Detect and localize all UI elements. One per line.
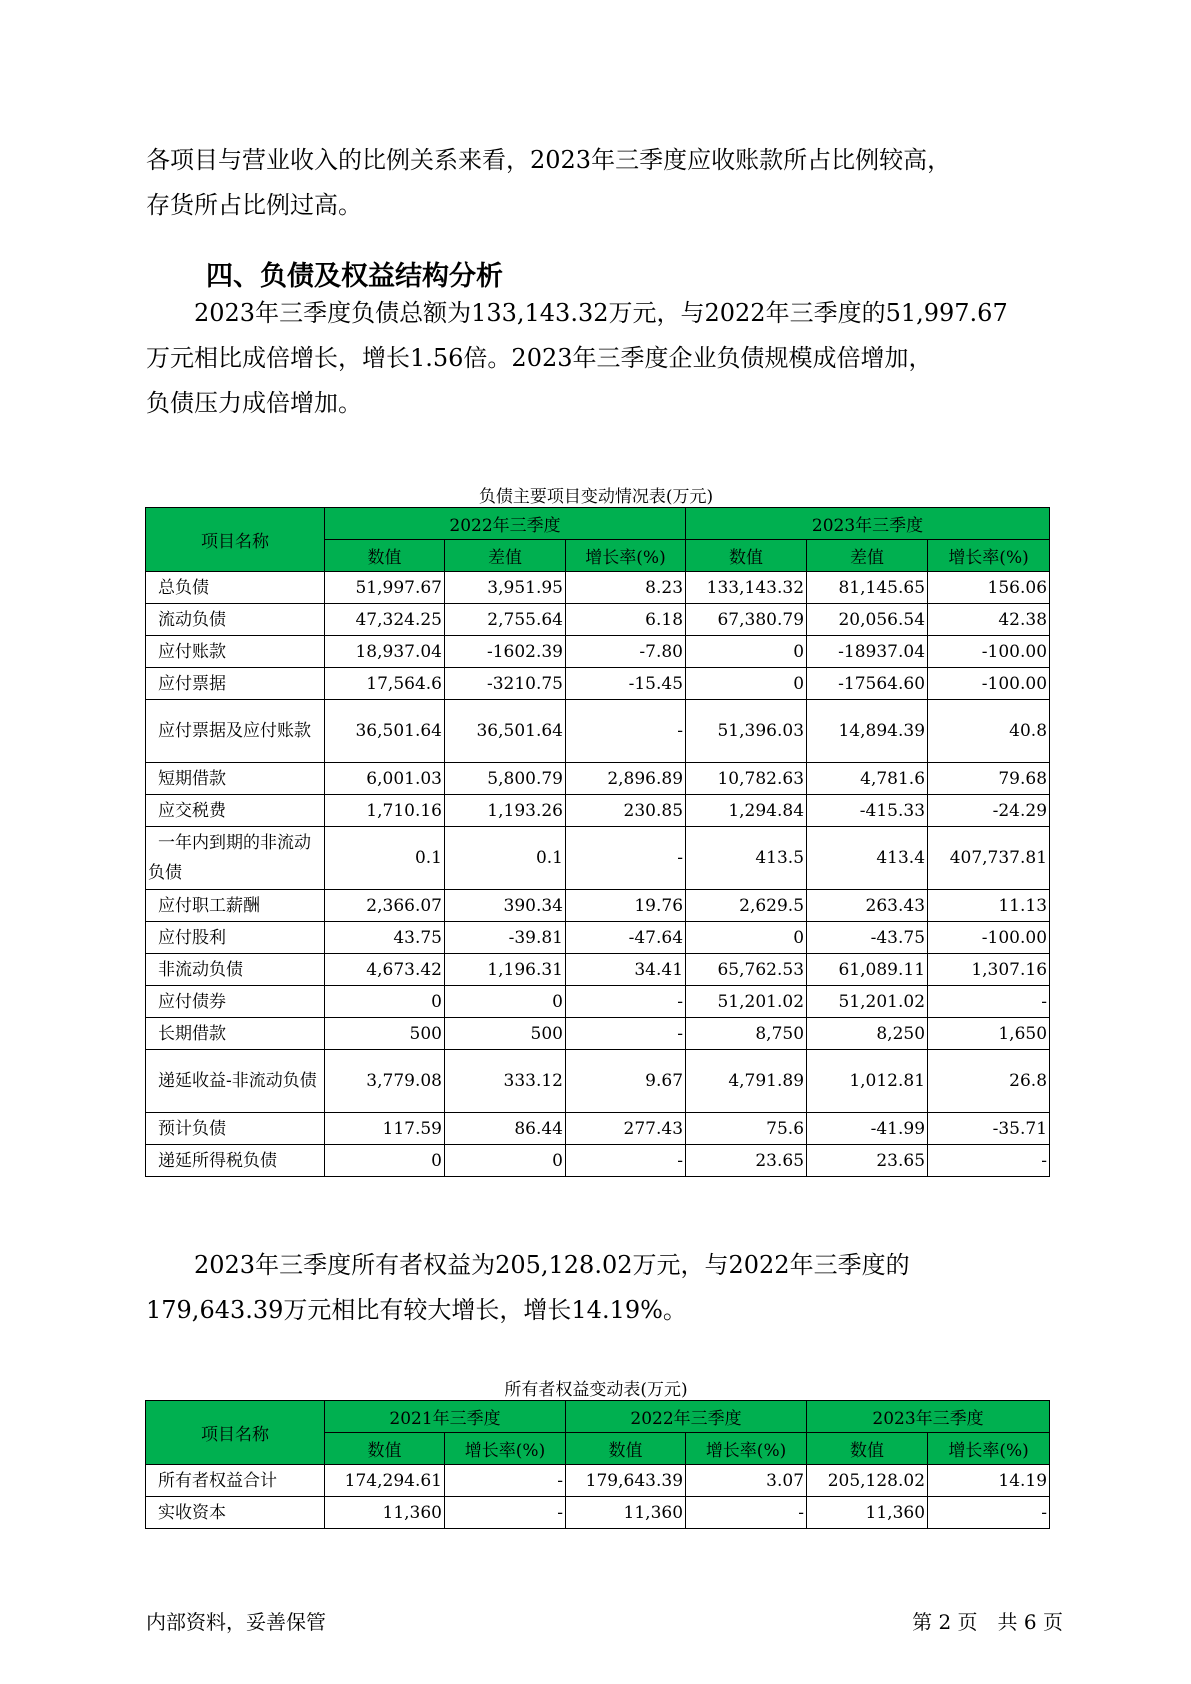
- table-cell: 14.19: [928, 1465, 1050, 1497]
- table-cell: -43.75: [807, 922, 928, 954]
- header-value: 数值: [325, 1433, 445, 1465]
- table-cell: 51,396.03: [686, 700, 807, 763]
- table-cell: 43.75: [325, 922, 445, 954]
- table-cell: -47.64: [566, 922, 686, 954]
- table-cell: -39.81: [445, 922, 566, 954]
- table-cell: 9.67: [566, 1050, 686, 1113]
- table-row: [146, 572, 1050, 604]
- table-cell: 86.44: [445, 1113, 566, 1145]
- table-cell: 81,145.65: [807, 572, 928, 604]
- header-period-2022: 2022年三季度: [325, 508, 686, 540]
- table-row: [146, 986, 1050, 1018]
- liability-line-3: 负债压力成倍增加。: [146, 389, 362, 417]
- table-cell: -: [566, 700, 686, 763]
- table-cell: 2,366.07: [325, 890, 445, 922]
- table-row: [146, 1050, 1050, 1113]
- table-cell: 75.6: [686, 1113, 807, 1145]
- table-cell: 79.68: [928, 763, 1050, 795]
- table-cell: 133,143.32: [686, 572, 807, 604]
- row-label: 所有者权益合计: [146, 1465, 325, 1497]
- header-rate: 增长率(%): [566, 540, 686, 572]
- table-cell: 1,710.16: [325, 795, 445, 827]
- table-cell: 26.8: [928, 1050, 1050, 1113]
- table-cell: 205,128.02: [807, 1465, 928, 1497]
- table-cell: 1,193.26: [445, 795, 566, 827]
- liability-summary-paragraph: [146, 291, 1081, 426]
- table-cell: -1602.39: [445, 636, 566, 668]
- table-cell: -100.00: [928, 636, 1050, 668]
- table-cell: 407,737.81: [928, 827, 1050, 890]
- table-cell: -100.00: [928, 922, 1050, 954]
- table-cell: 1,196.31: [445, 954, 566, 986]
- table-cell: 333.12: [445, 1050, 566, 1113]
- header-item-name: 项目名称: [146, 1401, 325, 1465]
- equity-table: [145, 1400, 1050, 1529]
- header-item-name: 项目名称: [146, 508, 325, 572]
- row-label: 预计负债: [146, 1113, 325, 1145]
- footer-note: 内部资料，妥善保管: [146, 1610, 326, 1634]
- table-cell: 1,650: [928, 1018, 1050, 1050]
- header-diff: 差值: [445, 540, 566, 572]
- table-cell: 11.13: [928, 890, 1050, 922]
- table-cell: -35.71: [928, 1113, 1050, 1145]
- table-cell: 1,307.16: [928, 954, 1050, 986]
- table-row: [146, 763, 1050, 795]
- table-cell: 0: [325, 1145, 445, 1177]
- header-rate: 增长率(%): [928, 1433, 1050, 1465]
- table-cell: 0: [686, 922, 807, 954]
- table-cell: 34.41: [566, 954, 686, 986]
- table-cell: 11,360: [807, 1497, 928, 1529]
- table-cell: 51,201.02: [686, 986, 807, 1018]
- table-cell: 230.85: [566, 795, 686, 827]
- table-cell: 11,360: [325, 1497, 445, 1529]
- table-cell: 0.1: [445, 827, 566, 890]
- table-cell: 0: [686, 668, 807, 700]
- table-cell: 8.23: [566, 572, 686, 604]
- table-cell: -24.29: [928, 795, 1050, 827]
- table-cell: -: [566, 1145, 686, 1177]
- equity-line-1: 2023年三季度所有者权益为205,128.02万元，与2022年三季度的: [194, 1251, 910, 1279]
- row-label: 应付职工薪酬: [146, 890, 325, 922]
- table-row: [146, 922, 1050, 954]
- table-cell: -: [928, 1497, 1050, 1529]
- row-label: 非流动负债: [146, 954, 325, 986]
- header-value: 数值: [686, 540, 807, 572]
- table-cell: -41.99: [807, 1113, 928, 1145]
- header-value: 数值: [566, 1433, 686, 1465]
- table-cell: 4,673.42: [325, 954, 445, 986]
- table-cell: -18937.04: [807, 636, 928, 668]
- table-cell: 10,782.63: [686, 763, 807, 795]
- table-cell: -: [445, 1497, 566, 1529]
- table-cell: 4,791.89: [686, 1050, 807, 1113]
- table-cell: 36,501.64: [445, 700, 566, 763]
- table-cell: 17,564.6: [325, 668, 445, 700]
- table-row: [146, 954, 1050, 986]
- table-cell: -: [686, 1497, 807, 1529]
- table-cell: 3.07: [686, 1465, 807, 1497]
- table-cell: 51,997.67: [325, 572, 445, 604]
- table-cell: -: [928, 986, 1050, 1018]
- table-cell: -415.33: [807, 795, 928, 827]
- table-row: [146, 1497, 1050, 1529]
- liability-table: [145, 507, 1050, 1177]
- table-cell: -: [928, 1145, 1050, 1177]
- table-cell: 3,779.08: [325, 1050, 445, 1113]
- header-rate: 增长率(%): [928, 540, 1050, 572]
- table-cell: 20,056.54: [807, 604, 928, 636]
- row-label: 长期借款: [146, 1018, 325, 1050]
- table-row: [146, 795, 1050, 827]
- row-label: 流动负债: [146, 604, 325, 636]
- table-cell: 4,781.6: [807, 763, 928, 795]
- header-value: 数值: [325, 540, 445, 572]
- table-cell: 1,294.84: [686, 795, 807, 827]
- row-label: 递延所得税负债: [146, 1145, 325, 1177]
- table-cell: -7.80: [566, 636, 686, 668]
- row-label: 实收资本: [146, 1497, 325, 1529]
- table-cell: 413.5: [686, 827, 807, 890]
- table-cell: 117.59: [325, 1113, 445, 1145]
- table-cell: 23.65: [686, 1145, 807, 1177]
- table-row: [146, 700, 1050, 763]
- table-row: [146, 636, 1050, 668]
- table-cell: 179,643.39: [566, 1465, 686, 1497]
- table-cell: 6,001.03: [325, 763, 445, 795]
- table-cell: 65,762.53: [686, 954, 807, 986]
- table-row: [146, 1018, 1050, 1050]
- table-cell: 0: [445, 986, 566, 1018]
- header-period-2023: 2023年三季度: [807, 1401, 1050, 1433]
- section-heading: 四、负债及权益结构分析: [206, 261, 503, 292]
- table-row: [146, 1113, 1050, 1145]
- header-value: 数值: [807, 1433, 928, 1465]
- table-cell: 19.76: [566, 890, 686, 922]
- table-row: [146, 827, 1050, 890]
- table-cell: 390.34: [445, 890, 566, 922]
- table-cell: 0.1: [325, 827, 445, 890]
- intro-line-1: 各项目与营业收入的比例关系来看，2023年三季度应收账款所占比例较高，: [146, 146, 952, 174]
- table-cell: 51,201.02: [807, 986, 928, 1018]
- table-cell: 2,629.5: [686, 890, 807, 922]
- liability-line-1: 2023年三季度负债总额为133,143.32万元，与2022年三季度的51,997.67: [194, 299, 1008, 327]
- intro-line-2: 存货所占比例过高。: [146, 191, 362, 219]
- row-label: 一年内到期的非流动负债: [146, 827, 325, 890]
- table-cell: 47,324.25: [325, 604, 445, 636]
- table-cell: 3,951.95: [445, 572, 566, 604]
- header-period-2021: 2021年三季度: [325, 1401, 566, 1433]
- intro-paragraph: [146, 138, 1081, 228]
- row-label: 应付债券: [146, 986, 325, 1018]
- table-cell: 14,894.39: [807, 700, 928, 763]
- table-cell: 0: [686, 636, 807, 668]
- table-cell: -: [566, 986, 686, 1018]
- table-cell: 36,501.64: [325, 700, 445, 763]
- table-cell: -: [566, 1018, 686, 1050]
- table-row: [146, 1465, 1050, 1497]
- table-cell: -: [445, 1465, 566, 1497]
- table-cell: 2,755.64: [445, 604, 566, 636]
- table-cell: 500: [325, 1018, 445, 1050]
- table-cell: 8,750: [686, 1018, 807, 1050]
- header-period-2022: 2022年三季度: [566, 1401, 807, 1433]
- table-cell: 18,937.04: [325, 636, 445, 668]
- row-label: 应交税费: [146, 795, 325, 827]
- table-cell: -100.00: [928, 668, 1050, 700]
- table-cell: 23.65: [807, 1145, 928, 1177]
- table-cell: 67,380.79: [686, 604, 807, 636]
- table-cell: 6.18: [566, 604, 686, 636]
- equity-summary-paragraph: [146, 1243, 1081, 1333]
- equity-table-caption: 所有者权益变动表(万元): [504, 1380, 688, 1400]
- table-cell: 1,012.81: [807, 1050, 928, 1113]
- table-cell: 0: [445, 1145, 566, 1177]
- table-cell: 156.06: [928, 572, 1050, 604]
- row-label: 递延收益-非流动负债: [146, 1050, 325, 1113]
- equity-line-2: 179,643.39万元相比有较大增长，增长14.19%。: [146, 1296, 687, 1324]
- table-cell: 413.4: [807, 827, 928, 890]
- row-label: 应付股利: [146, 922, 325, 954]
- row-label: 短期借款: [146, 763, 325, 795]
- row-label: 应付票据及应付账款: [146, 700, 325, 763]
- table-cell: 40.8: [928, 700, 1050, 763]
- row-label: 总负债: [146, 572, 325, 604]
- header-period-2023: 2023年三季度: [686, 508, 1050, 540]
- table-cell: 174,294.61: [325, 1465, 445, 1497]
- liability-line-2: 万元相比成倍增长，增长1.56倍。2023年三季度企业负债规模成倍增加，: [146, 344, 933, 372]
- table-cell: -15.45: [566, 668, 686, 700]
- table-cell: 0: [325, 986, 445, 1018]
- table-cell: -: [566, 827, 686, 890]
- page-number: 第 2 页 共 6 页: [912, 1610, 1063, 1634]
- table-row: [146, 890, 1050, 922]
- table-cell: 61,089.11: [807, 954, 928, 986]
- row-label: 应付票据: [146, 668, 325, 700]
- table-cell: -17564.60: [807, 668, 928, 700]
- table-cell: 263.43: [807, 890, 928, 922]
- table-row: [146, 1145, 1050, 1177]
- row-label: 应付账款: [146, 636, 325, 668]
- header-diff: 差值: [807, 540, 928, 572]
- table-row: [146, 604, 1050, 636]
- liability-table-caption: 负债主要项目变动情况表(万元): [478, 487, 714, 507]
- table-cell: -3210.75: [445, 668, 566, 700]
- table-cell: 500: [445, 1018, 566, 1050]
- table-row: [146, 668, 1050, 700]
- table-cell: 42.38: [928, 604, 1050, 636]
- table-cell: 5,800.79: [445, 763, 566, 795]
- header-rate: 增长率(%): [686, 1433, 807, 1465]
- table-cell: 8,250: [807, 1018, 928, 1050]
- table-cell: 277.43: [566, 1113, 686, 1145]
- header-rate: 增长率(%): [445, 1433, 566, 1465]
- table-cell: 2,896.89: [566, 763, 686, 795]
- table-cell: 11,360: [566, 1497, 686, 1529]
